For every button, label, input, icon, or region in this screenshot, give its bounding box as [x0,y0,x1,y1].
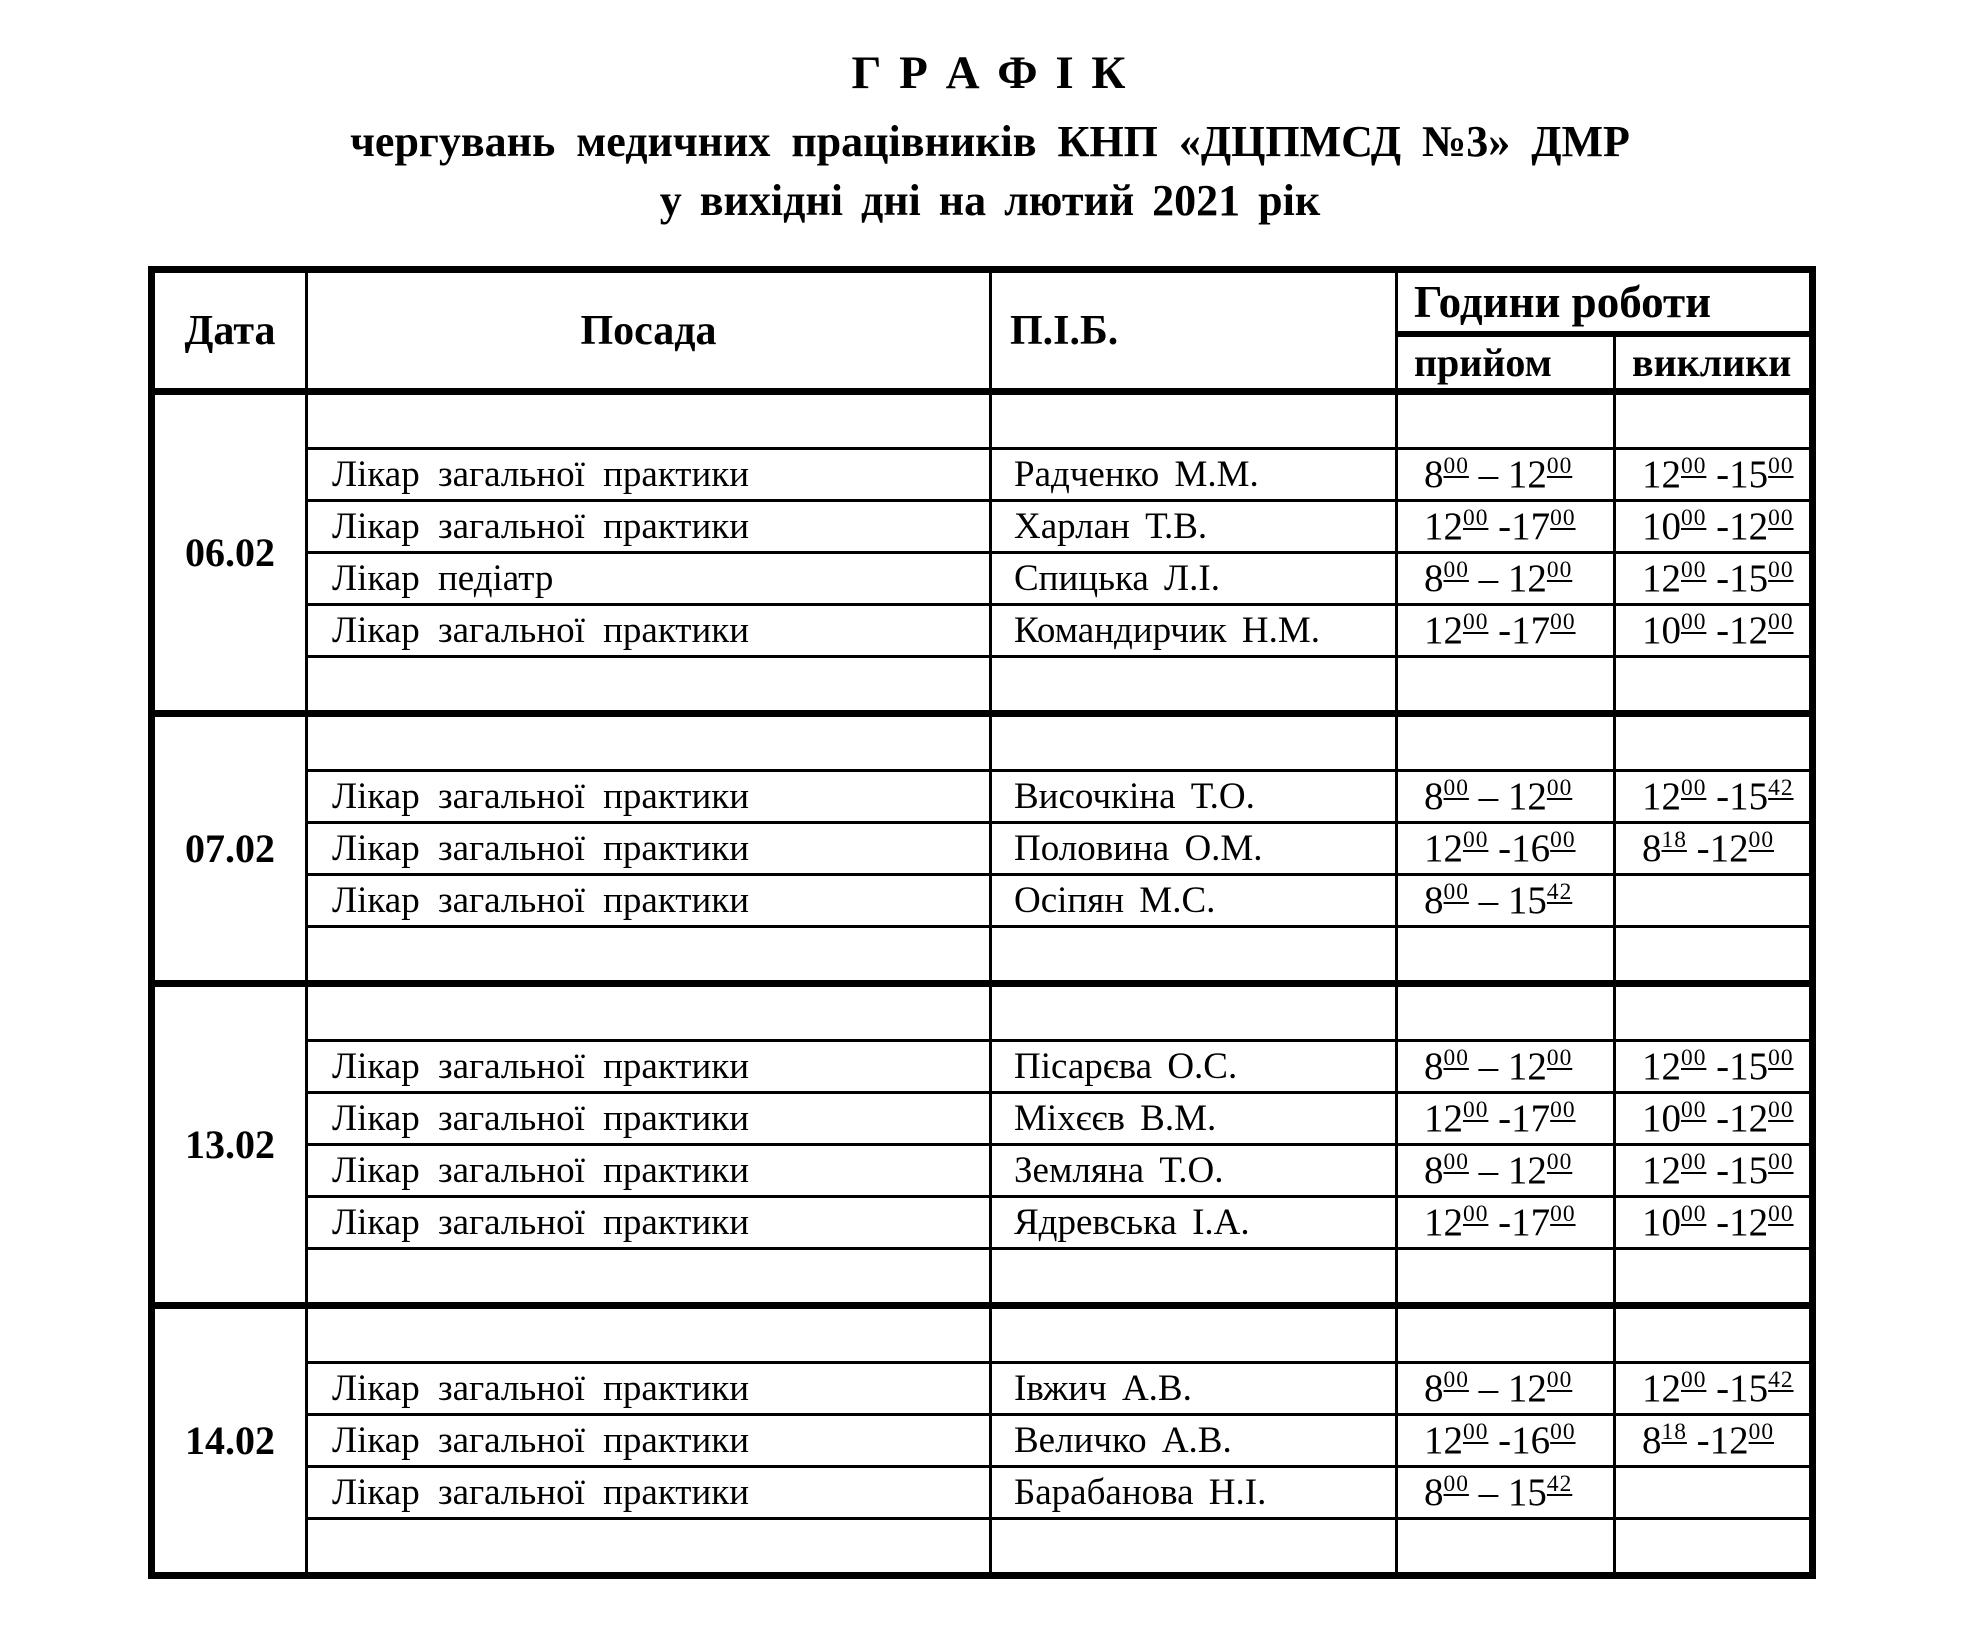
doctor-name-cell: Харлан Т.В. [991,501,1397,553]
doctor-name-cell [991,1249,1397,1306]
reception-hours-cell: $8^{00} - 12^{00}$ [1397,449,1615,501]
position-cell [307,1306,991,1363]
calls-hours-cell: $12^{00}$ $-15^{42}$ [1615,771,1813,823]
position-cell: Лікар загальної практики [307,875,991,927]
position-cell [307,657,991,714]
doctor-name-cell: Міхєєв В.М. [991,1093,1397,1145]
calls-hours-cell: $10^{00}$ $-12^{00}$ [1615,605,1813,657]
spacer-row [152,714,1813,771]
position-cell: Лікар загальної практики [307,1041,991,1093]
spacer-row [152,927,1813,984]
date-group-cell: 13.02 [152,984,307,1306]
calls-hours-cell [1615,392,1813,449]
calls-hours-cell: $8^{18}$ $-12^{00}$ [1615,823,1813,875]
table-row [152,823,1813,875]
reception-hours-cell: $12^{00}$ $-17^{00}$ [1397,1093,1615,1145]
table-body [152,392,1813,1576]
position-cell: Лікар загальної практики [307,605,991,657]
table-row [152,449,1813,501]
doctor-name-cell [991,657,1397,714]
title-line-1: Г Р А Ф І К [851,47,1129,99]
calls-hours-cell: $12^{00}$ $-15^{00}$ [1615,553,1813,605]
position-cell: Лікар загальної практики [307,1093,991,1145]
table-header [152,270,1813,392]
date-group-cell: 07.02 [152,714,307,984]
table-row [152,1415,1813,1467]
position-cell [307,714,991,771]
table-row [152,1197,1813,1249]
doctor-name-cell [991,1306,1397,1363]
position-cell: Лікар педіатр [307,553,991,605]
document-title [0,0,1980,226]
position-cell [307,1249,991,1306]
position-cell [307,392,991,449]
position-cell: Лікар загальної практики [307,823,991,875]
doctor-name-cell: Пісарєва О.С. [991,1041,1397,1093]
reception-hours-cell: $12^{00}$ $-17^{00}$ [1397,501,1615,553]
spacer-row [152,1306,1813,1363]
reception-hours-cell: $12^{00}$ $-17^{00}$ [1397,605,1615,657]
header-calls: виклики [1615,334,1813,392]
position-cell [307,927,991,984]
calls-hours-cell: $10^{00}$ $-12^{00}$ [1615,1197,1813,1249]
calls-hours-cell [1615,1519,1813,1576]
header-date: Дата [152,270,307,392]
doctor-name-cell: Осіпян М.С. [991,875,1397,927]
calls-hours-cell: $12^{00}$ $-15^{00}$ [1615,449,1813,501]
calls-hours-cell [1615,657,1813,714]
position-cell: Лікар загальної практики [307,1197,991,1249]
reception-hours-cell [1397,714,1615,771]
header-working-hours: Години роботи [1397,270,1813,334]
reception-hours-cell: $12^{00}$ $-17^{00}$ [1397,1197,1615,1249]
doctor-name-cell [991,984,1397,1041]
calls-hours-cell [1615,1249,1813,1306]
doctor-name-cell: Величко А.В. [991,1415,1397,1467]
reception-hours-cell [1397,1306,1615,1363]
doctor-name-cell: Земляна Т.О. [991,1145,1397,1197]
reception-hours-cell [1397,657,1615,714]
doctor-name-cell: Височкіна Т.О. [991,771,1397,823]
position-cell [307,1519,991,1576]
spacer-row [152,392,1813,449]
table-row [152,501,1813,553]
date-group-cell: 06.02 [152,392,307,714]
reception-hours-cell: $8^{00} - 12^{00}$ [1397,553,1615,605]
calls-hours-cell: $10^{00}$ $-12^{00}$ [1615,1093,1813,1145]
header-row-main [152,270,1813,334]
date-group-cell: 14.02 [152,1306,307,1576]
calls-hours-cell [1615,875,1813,927]
doctor-name-cell [991,1519,1397,1576]
calls-hours-cell [1615,1467,1813,1519]
table-row [152,1467,1813,1519]
table-row [152,553,1813,605]
calls-hours-cell: $12^{00}$ $-15^{00}$ [1615,1041,1813,1093]
reception-hours-cell [1397,392,1615,449]
reception-hours-cell: $8^{00} - 15^{42}$ [1397,875,1615,927]
reception-hours-cell: $8^{00} - 12^{00}$ [1397,1145,1615,1197]
doctor-name-cell: Спицька Л.І. [991,553,1397,605]
doctor-name-cell [991,927,1397,984]
table-row [152,1145,1813,1197]
table-row [152,1093,1813,1145]
header-name: П.І.Б. [991,270,1397,392]
position-cell: Лікар загальної практики [307,1415,991,1467]
doctor-name-cell: Командирчик Н.М. [991,605,1397,657]
reception-hours-cell [1397,927,1615,984]
table-row [152,1041,1813,1093]
reception-hours-cell: $8^{00} - 15^{42}$ [1397,1467,1615,1519]
doctor-name-cell: Івжич А.В. [991,1363,1397,1415]
reception-hours-cell [1397,984,1615,1041]
calls-hours-cell: $12^{00}$ $-15^{42}$ [1615,1363,1813,1415]
calls-hours-cell: $10^{00}$ $-12^{00}$ [1615,501,1813,553]
calls-hours-cell: $12^{00}$ $-15^{00}$ [1615,1145,1813,1197]
doctor-name-cell: Половина О.М. [991,823,1397,875]
table-row [152,771,1813,823]
reception-hours-cell [1397,1249,1615,1306]
title-line-2: чергувань медичних працівників КНП «ДЦПМСД №3» ДМР [350,117,1630,166]
reception-hours-cell: $12^{00}$ $-16^{00}$ [1397,823,1615,875]
header-reception: прийом [1397,334,1615,392]
spacer-row [152,1519,1813,1576]
doctor-name-cell: Ядревська І.А. [991,1197,1397,1249]
calls-hours-cell [1615,1306,1813,1363]
spacer-row [152,657,1813,714]
spacer-row [152,984,1813,1041]
position-cell: Лікар загальної практики [307,1145,991,1197]
position-cell: Лікар загальної практики [307,1363,991,1415]
reception-hours-cell: $8^{00} - 12^{00}$ [1397,1363,1615,1415]
duty-schedule-table [148,266,1816,1579]
position-cell: Лікар загальної практики [307,1467,991,1519]
position-cell: Лікар загальної практики [307,449,991,501]
table-row [152,1363,1813,1415]
doctor-name-cell: Барабанова Н.І. [991,1467,1397,1519]
table-row [152,605,1813,657]
calls-hours-cell [1615,984,1813,1041]
position-cell: Лікар загальної практики [307,501,991,553]
position-cell [307,984,991,1041]
doctor-name-cell: Радченко М.М. [991,449,1397,501]
doctor-name-cell [991,714,1397,771]
doctor-name-cell [991,392,1397,449]
title-line-3: у вихідні дні на лютий 2021 рік [659,176,1321,225]
spacer-row [152,1249,1813,1306]
reception-hours-cell: $8^{00} - 12^{00}$ [1397,771,1615,823]
table-row [152,875,1813,927]
reception-hours-cell: $12^{00}$ $-16^{00}$ [1397,1415,1615,1467]
reception-hours-cell: $8^{00} - 12^{00}$ [1397,1041,1615,1093]
position-cell: Лікар загальної практики [307,771,991,823]
header-position: Посада [307,270,991,392]
reception-hours-cell [1397,1519,1615,1576]
calls-hours-cell: $8^{18}$ $-12^{00}$ [1615,1415,1813,1467]
calls-hours-cell [1615,714,1813,771]
calls-hours-cell [1615,927,1813,984]
